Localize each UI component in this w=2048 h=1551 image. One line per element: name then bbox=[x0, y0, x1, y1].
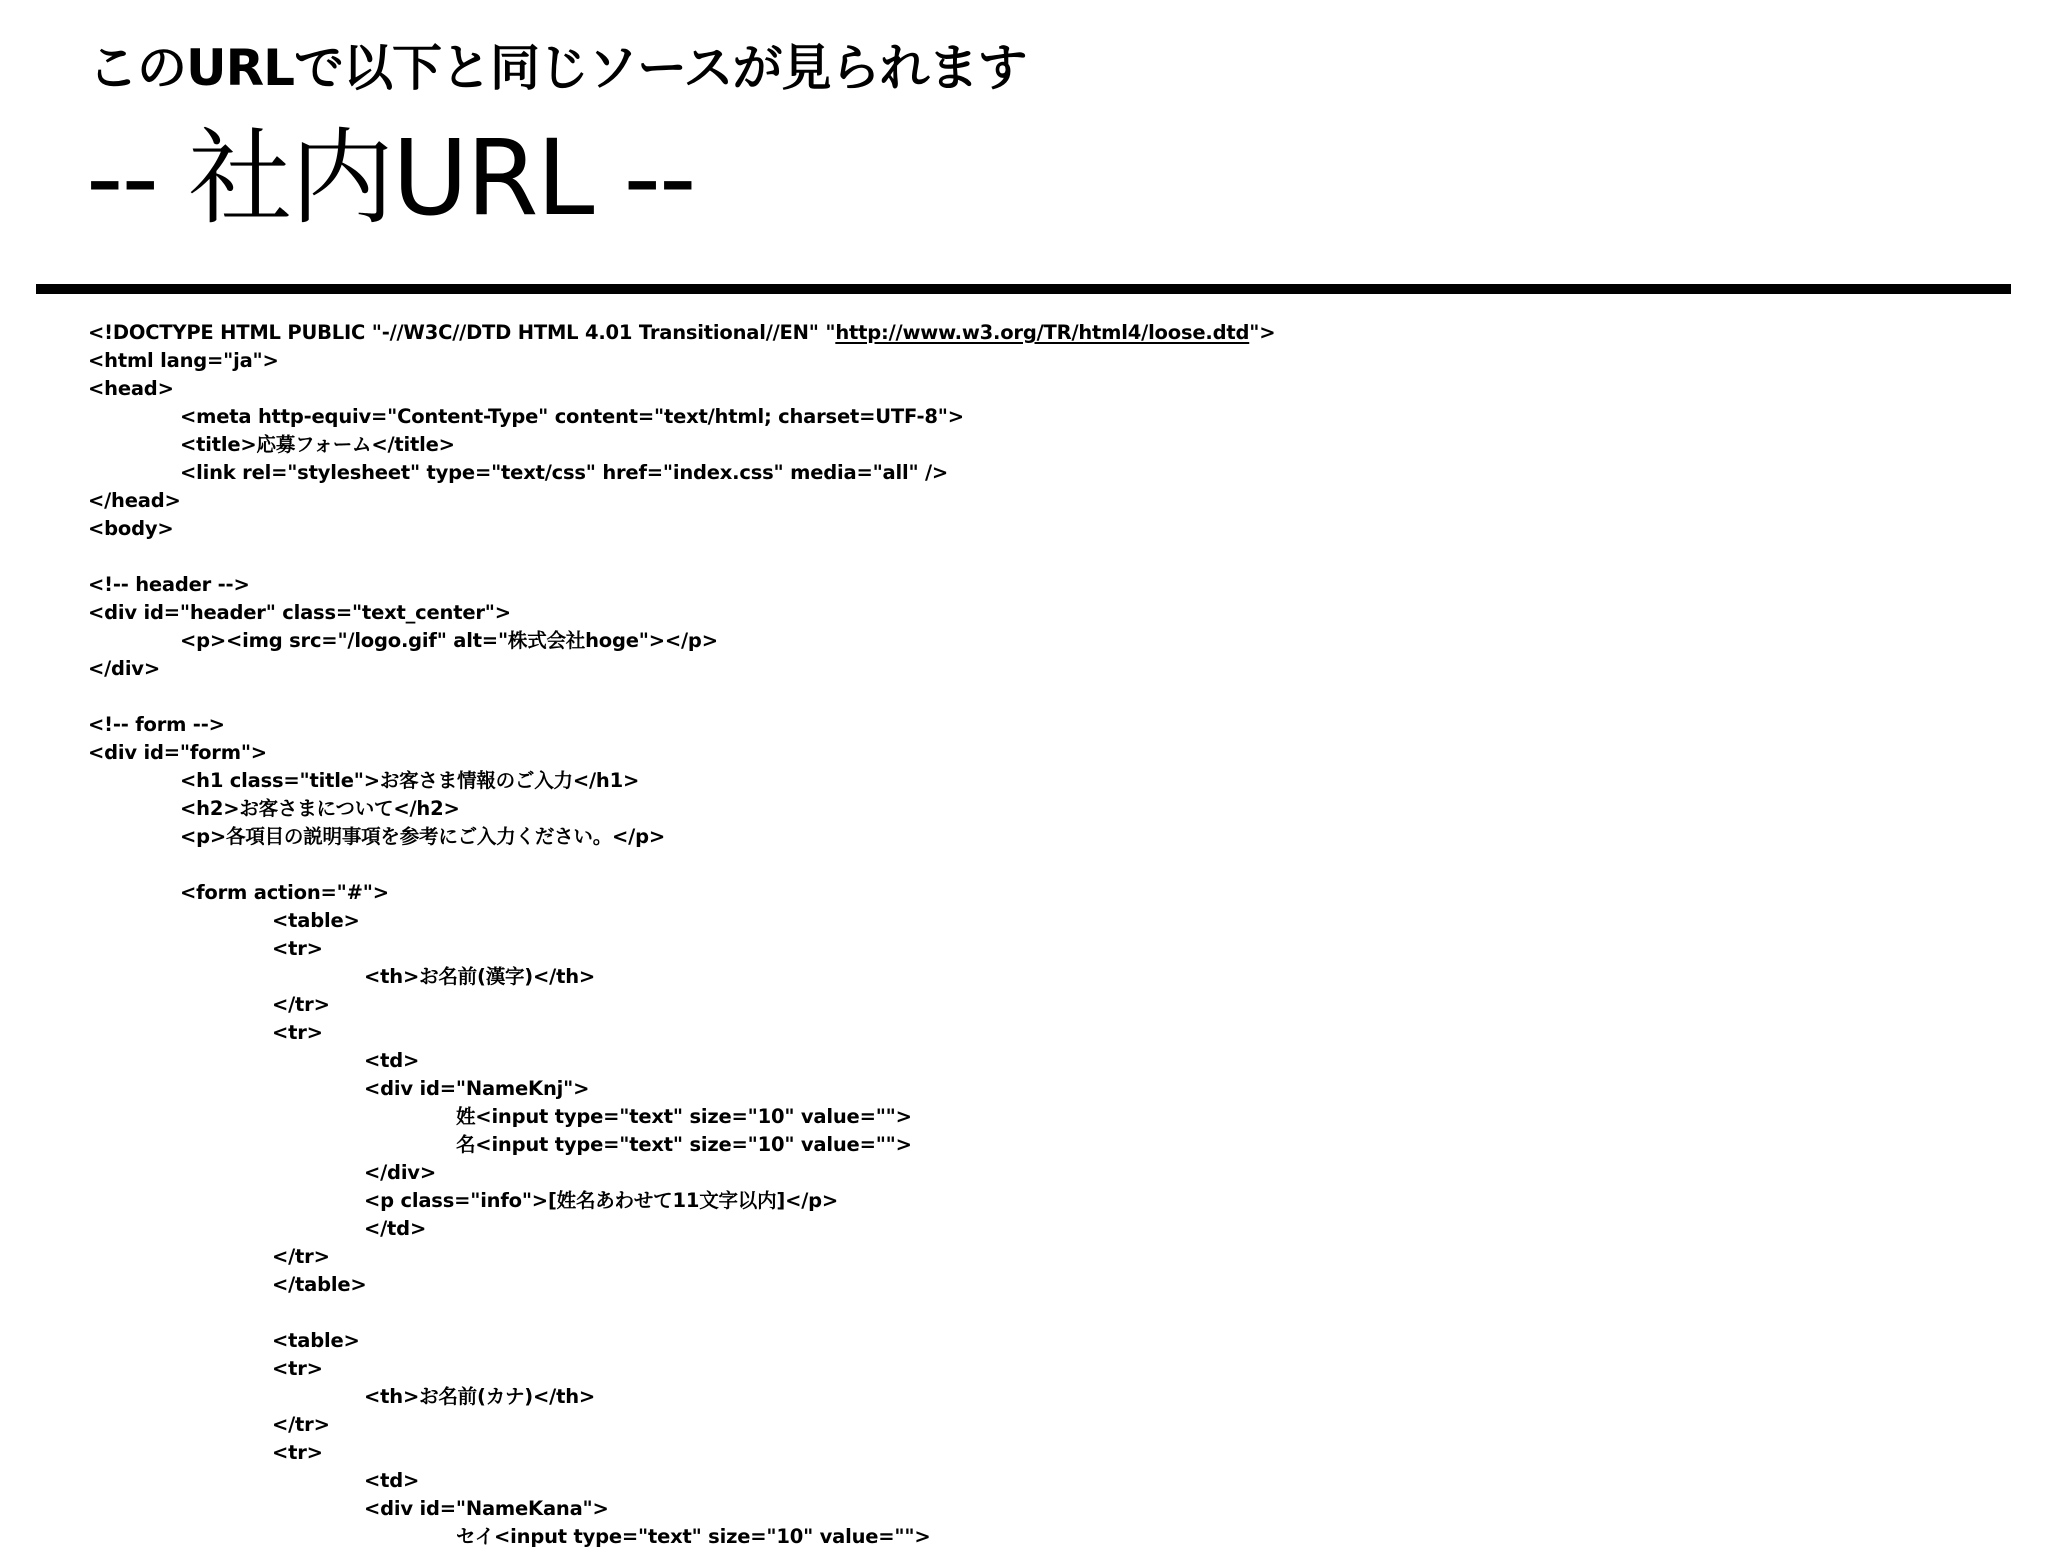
code-line: <p>各項目の説明事項を参考にご入力ください。</p> bbox=[180, 825, 665, 848]
code-line: <td> bbox=[364, 1049, 420, 1072]
code-line: 名<input type="text" size="10" value=""> bbox=[456, 1133, 912, 1156]
code-line: <meta http-equiv="Content-Type" content="text/html; charset=UTF-8"> bbox=[180, 405, 964, 428]
code-line bbox=[88, 683, 1988, 711]
code-line: <div id="NameKnj"> bbox=[364, 1077, 590, 1100]
code-line: <h2>お客さまについて</h2> bbox=[180, 797, 460, 820]
code-line bbox=[88, 543, 1988, 571]
title-divider bbox=[36, 284, 2011, 294]
code-line: <p><img src="/logo.gif" alt="株式会社hoge"></p> bbox=[180, 629, 718, 652]
code-line: </td> bbox=[364, 1217, 427, 1240]
code-line: <link rel="stylesheet" type="text/css" href="index.css" media="all" /> bbox=[180, 461, 949, 484]
code-line: </div> bbox=[364, 1161, 436, 1184]
code-line: <p class="info">[姓名あわせて11文字以内]</p> bbox=[364, 1189, 839, 1212]
code-line: <table> bbox=[272, 909, 360, 932]
doctype-text-start: <!DOCTYPE HTML PUBLIC "-//W3C//DTD HTML 4.01 Transitional//EN" " bbox=[88, 321, 836, 344]
slide-title: -- 社内URL -- bbox=[86, 117, 695, 239]
code-line: <html lang="ja"> bbox=[88, 349, 279, 372]
code-line: <title>応募フォーム</title> bbox=[180, 433, 455, 456]
code-line: </table> bbox=[272, 1273, 367, 1296]
doctype-text-end: "> bbox=[1249, 321, 1276, 344]
code-line: <div id="header" class="text_center"> bbox=[88, 601, 511, 624]
code-line-doctype bbox=[88, 319, 1988, 347]
code-line: セイ<input type="text" size="10" value=""> bbox=[456, 1525, 931, 1548]
slide-subtitle: このURLで以下と同じソースが見られます bbox=[88, 39, 1027, 97]
dtd-link[interactable]: http://www.w3.org/TR/html4/loose.dtd bbox=[835, 321, 1250, 344]
code-line: <!-- header --> bbox=[88, 573, 250, 596]
code-line: <table> bbox=[272, 1329, 360, 1352]
code-line: <tr> bbox=[272, 1357, 323, 1380]
code-line: </tr> bbox=[272, 993, 330, 1016]
code-line bbox=[88, 851, 1988, 879]
code-line: <div id="NameKana"> bbox=[364, 1497, 609, 1520]
code-line bbox=[88, 1299, 1988, 1327]
code-line: </tr> bbox=[272, 1413, 330, 1436]
code-line: <head> bbox=[88, 377, 174, 400]
code-line: <tr> bbox=[272, 1441, 323, 1464]
code-line: <h1 class="title">お客さま情報のご入力</h1> bbox=[180, 769, 640, 792]
code-line: </head> bbox=[88, 489, 181, 512]
code-line: <div id="form"> bbox=[88, 741, 267, 764]
code-line: <tr> bbox=[272, 937, 323, 960]
code-line: <body> bbox=[88, 517, 174, 540]
code-line: 姓<input type="text" size="10" value=""> bbox=[456, 1105, 912, 1128]
code-line: </tr> bbox=[272, 1245, 330, 1268]
source-code-block bbox=[88, 319, 1988, 1548]
code-line: <tr> bbox=[272, 1021, 323, 1044]
code-line: <form action="#"> bbox=[180, 881, 389, 904]
code-line: </div> bbox=[88, 657, 160, 680]
code-line: <th>お名前(カナ)</th> bbox=[364, 1385, 596, 1408]
code-line: <!-- form --> bbox=[88, 713, 225, 736]
code-line: <td> bbox=[364, 1469, 420, 1492]
code-line: <th>お名前(漢字)</th> bbox=[364, 965, 596, 988]
